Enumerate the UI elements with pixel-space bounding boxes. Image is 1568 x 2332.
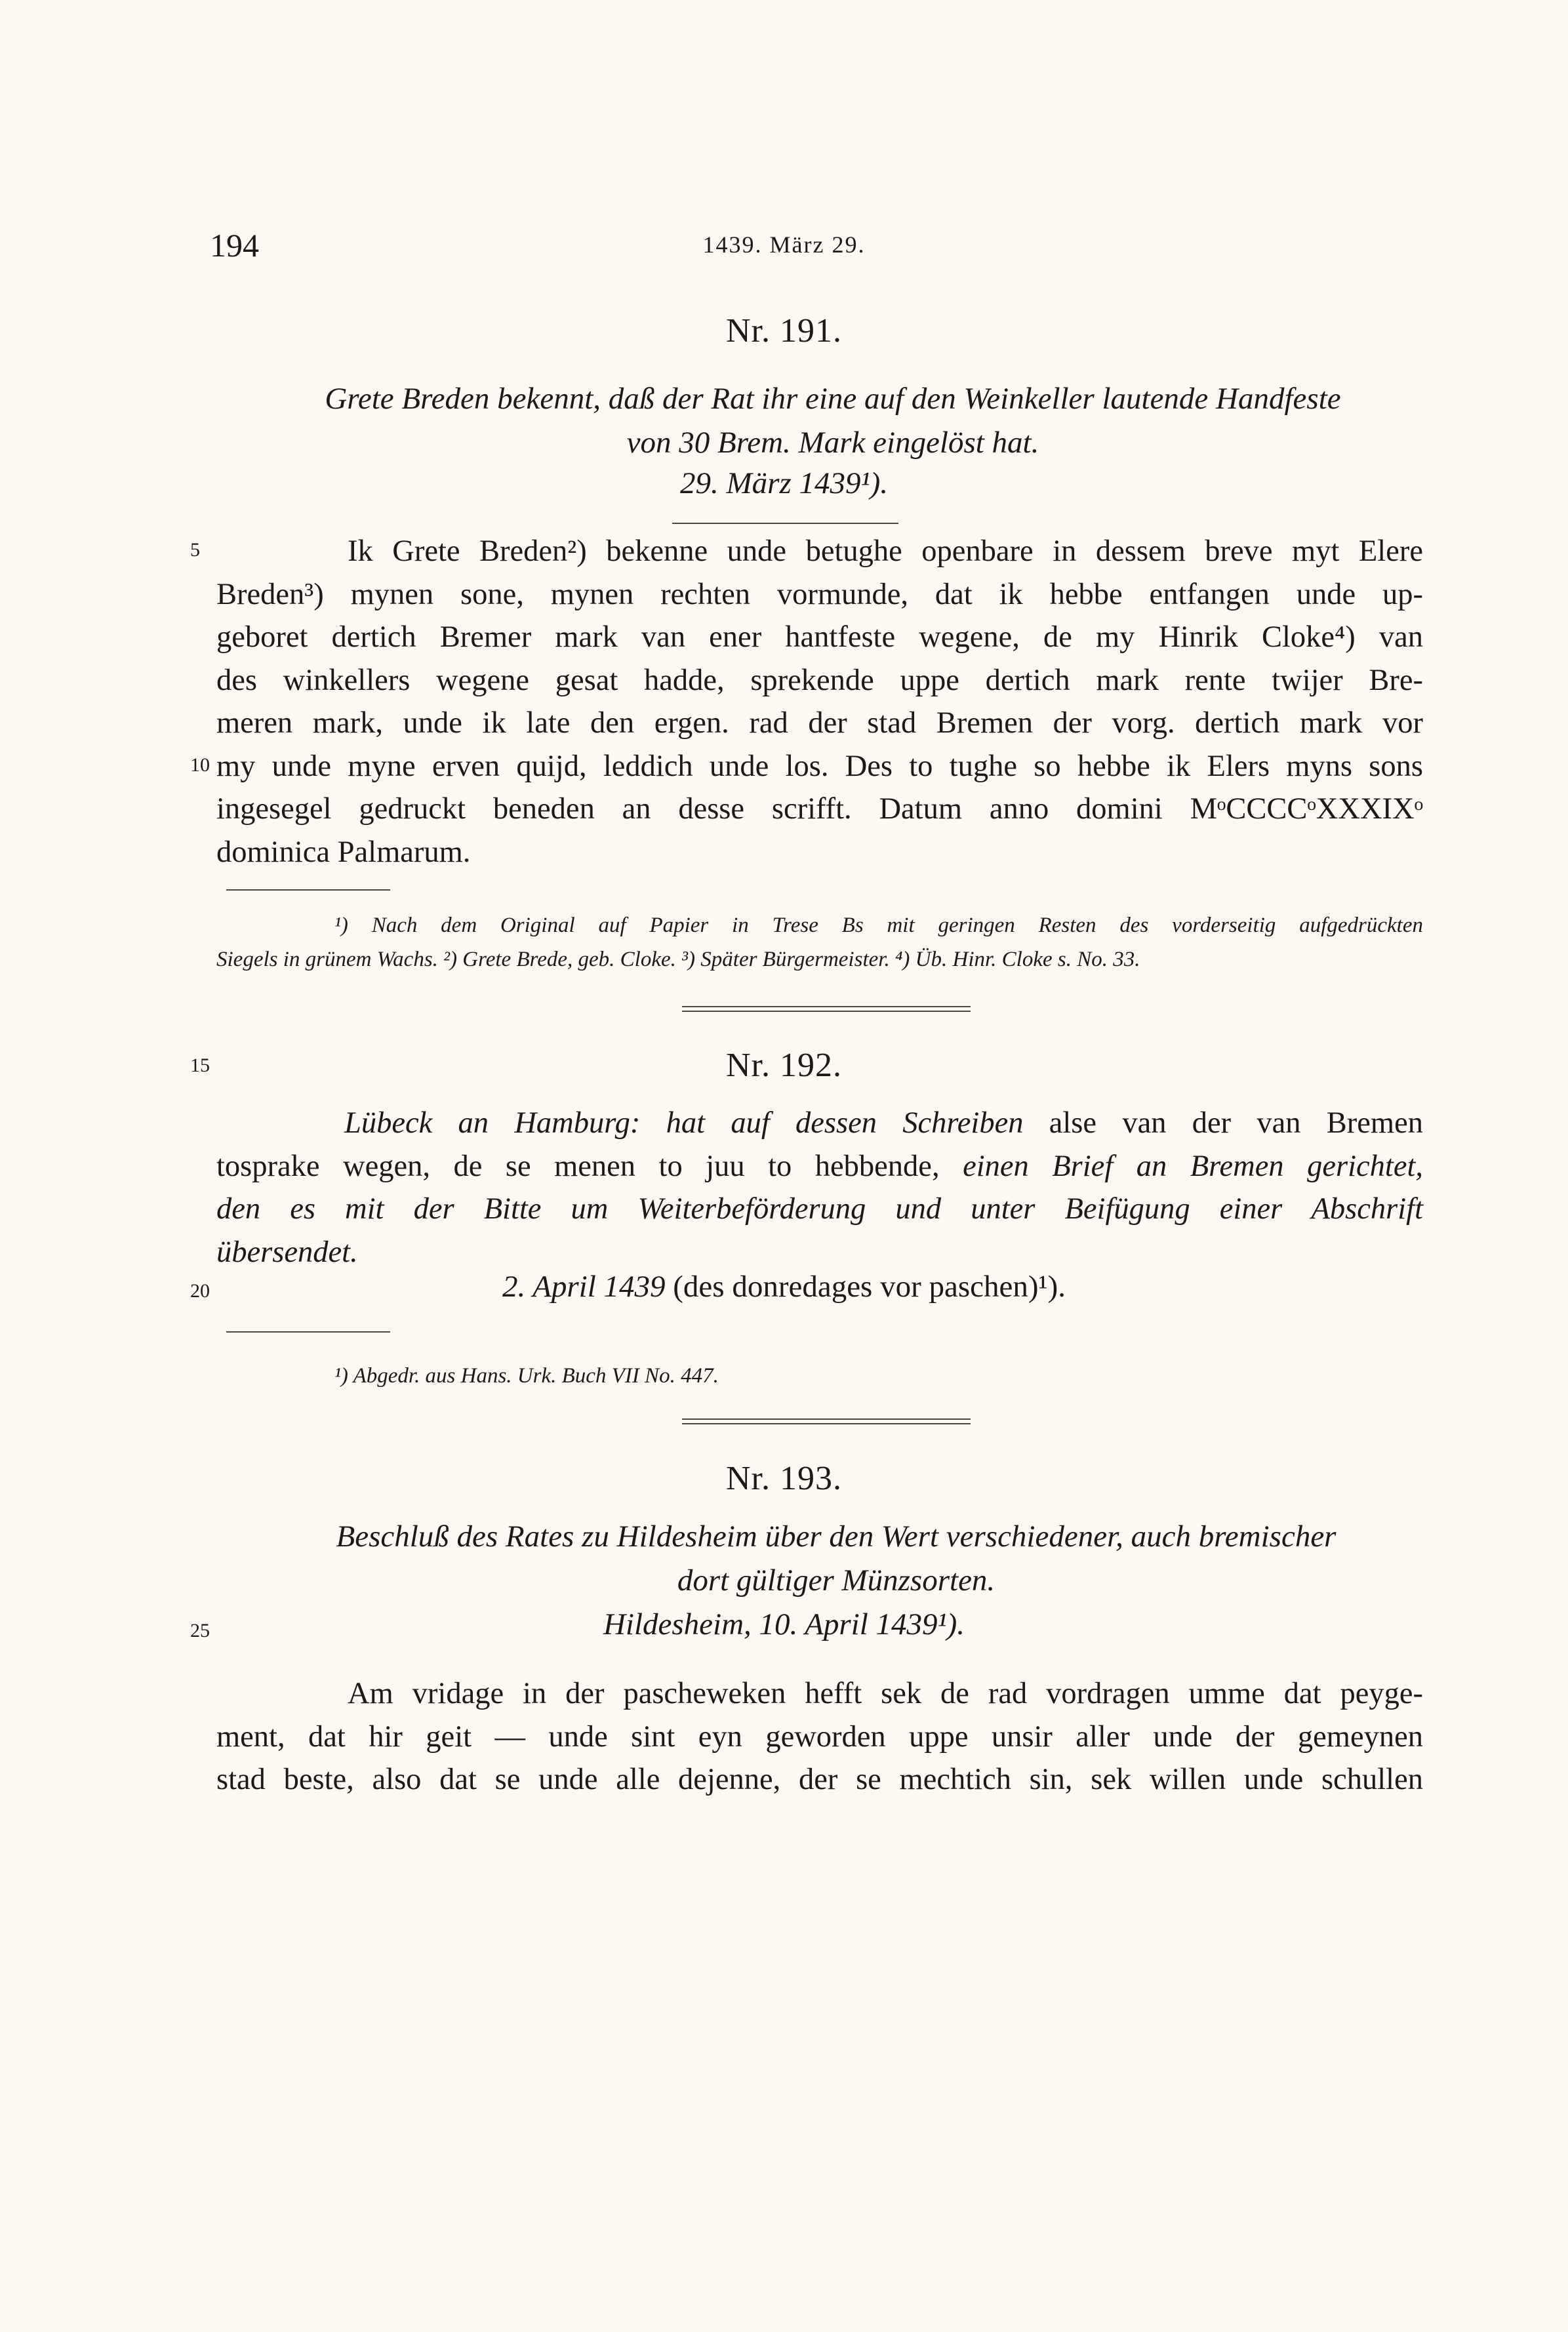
date-192 xyxy=(0,1269,1568,1304)
line-number: 20 xyxy=(190,1280,210,1302)
regest-193 xyxy=(236,1515,1436,1603)
page-number: 194 xyxy=(210,227,259,264)
regest-191 xyxy=(233,377,1433,465)
text-line: my unde myne erven quijd, leddich unde los. Des to tughe so hebbe ik Elers myns sons xyxy=(216,749,1423,783)
document-text-193 xyxy=(216,1672,1423,1801)
text-line: dominica Palmarum. xyxy=(216,835,471,869)
regest-line: Beschluß des Rates zu Hildesheim über den Wert verschiedener, auch bremischer xyxy=(336,1519,1337,1554)
regest-line xyxy=(216,1145,1423,1188)
running-head: 1439. März 29. xyxy=(702,231,866,258)
line-number: 15 xyxy=(190,1055,210,1076)
regest-line: dort gültiger Münzsorten. xyxy=(677,1563,995,1598)
line-number: 5 xyxy=(190,539,200,561)
date-text: 2. April 1439 xyxy=(502,1270,666,1304)
line-number: 25 xyxy=(190,1620,210,1641)
section-divider xyxy=(682,1418,971,1424)
regest-line xyxy=(216,1102,1423,1145)
footnote-line: ¹) Nach dem Original auf Papier in Trese Bs mit geringen Resten des vorderseitig aufgedrückten xyxy=(334,914,1423,937)
text-line: stad beste, also dat se unde alle dejenne, der se mechtich sin, sek willen unde schullen xyxy=(216,1763,1423,1796)
italic-segment: einen Brief an Bremen gerichtet, xyxy=(963,1149,1424,1183)
separator-rule xyxy=(672,523,898,524)
regest-line xyxy=(216,1188,1423,1231)
italic-segment: übersendet. xyxy=(216,1235,358,1269)
footnotes-191 xyxy=(216,908,1423,976)
regest-line xyxy=(216,1231,1423,1274)
roman-segment: tosprake wegen, de se menen to juu to hebbende, xyxy=(216,1149,963,1183)
footnote-rule xyxy=(226,1331,390,1333)
text-line: des winkellers wegene gesat hadde, sprekende uppe dertich mark rente twijer Bre- xyxy=(216,663,1423,697)
section-divider xyxy=(682,1006,971,1012)
text-line: ment, dat hir geit — unde sint eyn geworden uppe unsir aller unde der gemeynen xyxy=(216,1719,1423,1754)
regest-line: Grete Breden bekennt, daß der Rat ihr eine auf den Weinkeller lautende Handfeste xyxy=(325,382,1341,416)
italic-segment: den es mit der Bitte um Weiterbeförderung und unter Beifügung einer Abschrift xyxy=(216,1192,1423,1226)
document-title-193: Nr. 193. xyxy=(726,1460,842,1497)
text-line: Am vridage in der pascheweken hefft sek de rad vordragen umme dat peyge- xyxy=(348,1677,1423,1710)
footnote-line: Siegels in grünem Wachs. ²) Grete Brede, geb. Cloke. ³) Später Bürgermeister. ⁴) Üb. Hinr. Cloke s. No. 33. xyxy=(216,948,1140,971)
date-193: Hildesheim, 10. April 1439¹). xyxy=(603,1607,965,1641)
regest-line: von 30 Brem. Mark eingelöst hat. xyxy=(626,426,1039,460)
line-number: 10 xyxy=(190,754,210,776)
text-line: Ik Grete Breden²) bekenne unde betughe openbare in dessem breve myt Elere xyxy=(348,534,1423,568)
text-line: Breden³) mynen sone, mynen rechten vormunde, dat ik hebbe entfangen unde up- xyxy=(216,577,1423,611)
italic-segment: Lübeck an Hamburg: hat auf dessen Schreiben xyxy=(344,1106,1024,1140)
regest-192 xyxy=(216,1102,1423,1274)
footnote-rule xyxy=(226,889,390,891)
document-title-191: Nr. 191. xyxy=(726,312,842,350)
date-annotation: (des donredages vor paschen)¹). xyxy=(665,1270,1066,1304)
footnotes-192 xyxy=(334,1359,1121,1393)
text-line: meren mark, unde ik late den ergen. rad der stad Bremen der vorg. dertich mark vor xyxy=(216,706,1423,740)
date-191: 29. März 1439¹). xyxy=(680,466,888,500)
document-title-192: Nr. 192. xyxy=(726,1047,842,1084)
text-line: geboret dertich Bremer mark van ener hantfeste wegene, de my Hinrik Cloke⁴) van xyxy=(216,620,1423,654)
footnote-line: ¹) Abgedr. aus Hans. Urk. Buch VII No. 447. xyxy=(334,1364,719,1388)
roman-segment: alse van der van Bremen xyxy=(1023,1106,1423,1140)
document-text-191 xyxy=(216,530,1423,874)
text-line: ingesegel gedruckt beneden an desse scrifft. Datum anno domini MᵒCCCCᵒXXXIXᵒ xyxy=(216,792,1423,826)
